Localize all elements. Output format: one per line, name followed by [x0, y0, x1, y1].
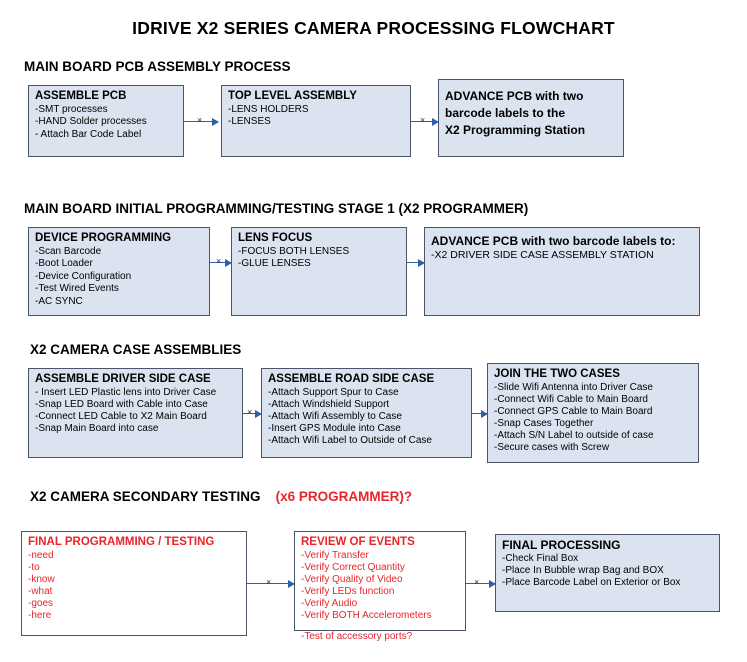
box-line: -to	[28, 562, 40, 573]
box-line: -Boot Loader	[35, 258, 93, 270]
box-title: ASSEMBLE PCB	[35, 90, 127, 102]
box-line: -Snap LED Board with Cable into Case	[35, 399, 208, 410]
box-title: FINAL PROCESSING	[502, 538, 621, 552]
box-line: -Snap Cases Together	[494, 418, 594, 429]
box-title: ASSEMBLE DRIVER SIDE CASE	[35, 373, 211, 385]
box-line: -X2 DRIVER SIDE CASE ASSEMBLY STATION	[431, 249, 654, 261]
box-assemble-driver-side-case[interactable]	[28, 368, 243, 458]
box-line: - Attach Bar Code Label	[35, 128, 142, 140]
arrow-connector	[407, 262, 424, 263]
box-title: REVIEW OF EVENTS	[301, 536, 415, 548]
connector-mark: ×	[266, 577, 272, 587]
box-title: ADVANCE PCB with two	[445, 89, 584, 103]
box-line: -Attach Windshield Support	[268, 399, 390, 410]
section-heading-secondary-testing	[30, 489, 412, 504]
box-line: -GLUE LENSES	[238, 258, 311, 270]
box-line: -Test Wired Events	[35, 283, 119, 295]
box-title: ADVANCE PCB with two barcode labels to:	[431, 234, 676, 248]
box-line: -goes	[28, 598, 54, 609]
connector-mark: ×	[247, 407, 253, 417]
box-line: -know	[28, 574, 55, 585]
box-line: -Scan Barcode	[35, 246, 102, 257]
box-line: -Attach Wifi Assembly to Case	[268, 411, 402, 422]
connector-mark: ×	[216, 256, 222, 266]
box-device-programming[interactable]	[28, 227, 210, 316]
box-assemble-road-side-case[interactable]	[261, 368, 472, 458]
box-line: -Secure cases with Screw	[494, 442, 610, 453]
box-line: -Test of accessory ports?	[301, 631, 413, 642]
box-advance-pcb-programming-station[interactable]	[438, 79, 624, 157]
box-line: -Verify Transfer	[301, 550, 369, 561]
box-line: -Device Configuration	[35, 270, 132, 282]
box-line: X2 Programming Station	[445, 123, 586, 137]
box-line: -HAND Solder processes	[35, 116, 147, 128]
box-line: -Slide Wifi Antenna into Driver Case	[494, 382, 653, 393]
section-heading-text: X2 CAMERA SECONDARY TESTING	[30, 489, 261, 504]
box-line: -Verify Quality of Video	[301, 574, 403, 585]
box-line: -Connect LED Cable to X2 Main Board	[35, 411, 207, 422]
box-line: - Insert LED Plastic lens into Driver Case	[35, 387, 217, 398]
box-line: -FOCUS BOTH LENSES	[238, 246, 350, 257]
box-line: -need	[28, 550, 54, 561]
section-heading-accent: (x6 PROGRAMMER)?	[275, 489, 413, 504]
box-line: -Connect Wifi Cable to Main Board	[494, 394, 648, 405]
box-title: TOP LEVEL ASSEMBLY	[228, 90, 357, 102]
box-line: -SMT processes	[35, 104, 108, 115]
section-heading-initial-programming: MAIN BOARD INITIAL PROGRAMMING/TESTING STAGE 1 (X2 PROGRAMMER)	[24, 201, 529, 216]
box-title: LENS FOCUS	[238, 232, 313, 244]
arrow-connector	[466, 583, 495, 584]
box-line: -Attach Wifi Label to Outside of Case	[268, 435, 432, 446]
box-line: -LENS HOLDERS	[228, 104, 309, 115]
connector-mark: ×	[197, 115, 203, 125]
box-line: -AC SYNC	[35, 295, 83, 307]
arrow-connector	[472, 413, 487, 414]
box-assemble-pcb[interactable]	[28, 85, 184, 157]
box-line: -Snap Main Board into case	[35, 423, 159, 434]
section-heading-pcb-assembly: MAIN BOARD PCB ASSEMBLY PROCESS	[24, 59, 291, 74]
box-final-processing[interactable]	[495, 534, 720, 612]
box-line: -Verify Audio	[301, 598, 358, 609]
box-title: JOIN THE TWO CASES	[494, 368, 620, 380]
box-title: FINAL PROGRAMMING / TESTING	[28, 536, 215, 548]
box-line: -Check Final Box	[502, 553, 579, 564]
box-top-level-assembly[interactable]	[221, 85, 411, 157]
box-line: -Connect GPS Cable to Main Board	[494, 406, 653, 417]
box-line: -Place Barcode Label on Exterior or Box	[502, 577, 681, 588]
box-lens-focus[interactable]	[231, 227, 407, 316]
box-line: -Insert GPS Module into Case	[268, 423, 401, 434]
box-line: -Verify Correct Quantity	[301, 562, 405, 573]
box-review-of-events[interactable]	[294, 531, 466, 642]
connector-mark: ×	[420, 115, 426, 125]
connector-mark: ×	[474, 577, 480, 587]
page-title: IDRIVE X2 SERIES CAMERA PROCESSING FLOWCHART	[132, 18, 615, 38]
box-line: -Attach S/N Label to outside of case	[494, 430, 654, 441]
box-title: DEVICE PROGRAMMING	[35, 232, 172, 244]
box-final-programming-testing[interactable]	[21, 531, 247, 636]
box-line: -Place In Bubble wrap Bag and BOX	[502, 565, 664, 576]
section-heading-case-assemblies: X2 CAMERA CASE ASSEMBLIES	[30, 342, 242, 357]
box-line: -Verify LEDs function	[301, 586, 395, 597]
box-line: -here	[28, 610, 52, 621]
box-join-the-two-cases[interactable]	[487, 363, 699, 463]
box-advance-pcb-case-assembly[interactable]	[424, 227, 700, 316]
box-line: barcode labels to the	[445, 106, 566, 120]
box-line: -LENSES	[228, 116, 271, 128]
box-line: -Verify BOTH Accelerometers	[301, 610, 432, 621]
box-line: -what	[28, 586, 53, 597]
box-line: -Attach Support Spur to Case	[268, 387, 399, 398]
box-title: ASSEMBLE ROAD SIDE CASE	[268, 373, 435, 385]
